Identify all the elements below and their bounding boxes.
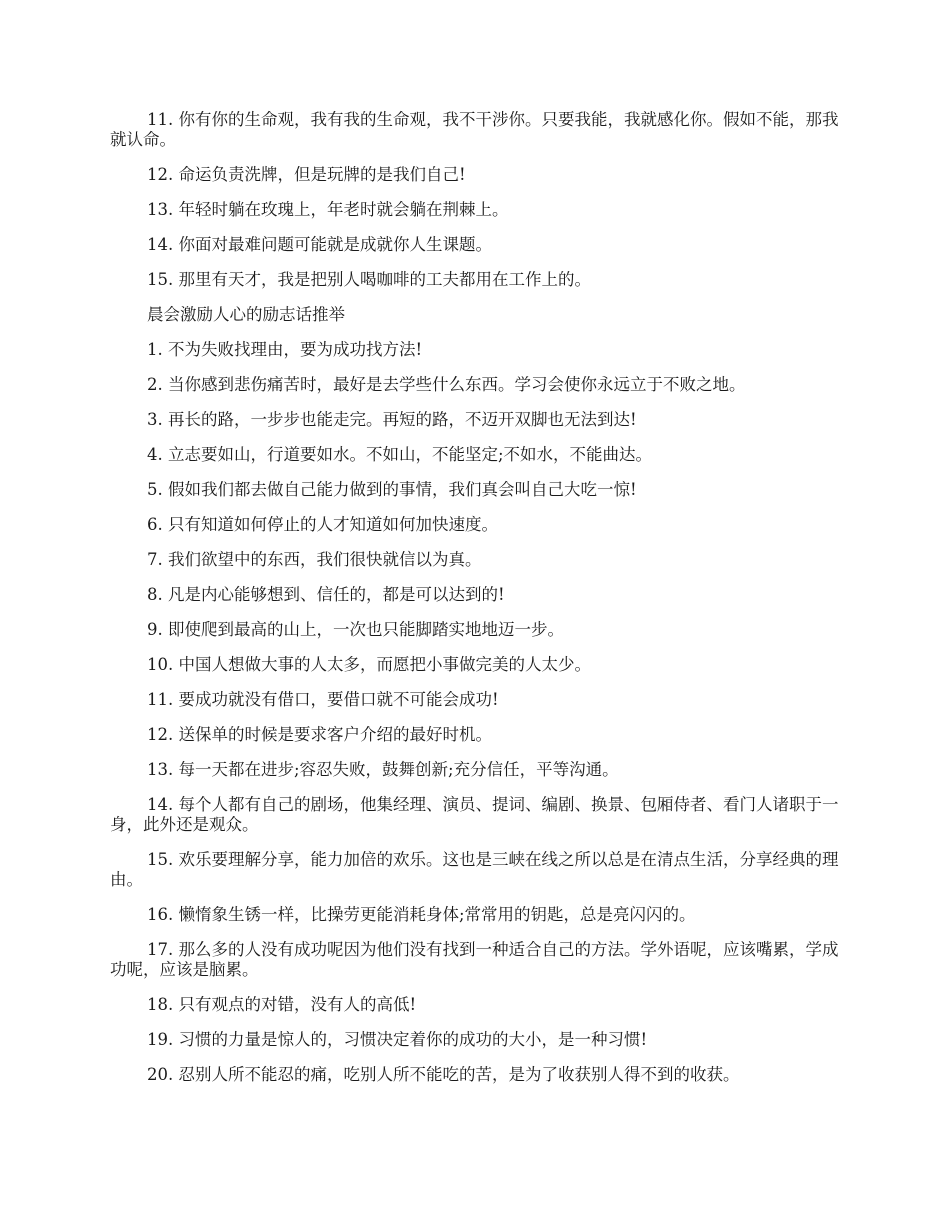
paragraph-item-13: 13. 每一天都在进步;容忍失败，鼓舞创新;充分信任，平等沟通。: [147, 760, 619, 779]
paragraph-item-15: 15. 欢乐要理解分享，能力加倍的欢乐。这也是三峡在线之所以总是在清点生活，分享经典的理由。: [110, 850, 839, 889]
paragraph-item-2: 2. 当你感到悲伤痛苦时，最好是去学些什么东西。学习会使你永远立于不败之地。: [147, 375, 746, 394]
paragraph-quote-11: 11. 你有你的生命观，我有我的生命观，我不干涉你。只要我能，我就感化你。假如不能，那我就认命。: [110, 110, 839, 149]
paragraph-item-19: 19. 习惯的力量是惊人的，习惯决定着你的成功的大小，是一种习惯!: [147, 1030, 648, 1049]
paragraph-item-20: 20. 忍别人所不能忍的痛，吃别人所不能吃的苦，是为了收获别人得不到的收获。: [147, 1065, 740, 1084]
paragraph-quote-13: 13. 年轻时躺在玫瑰上，年老时就会躺在荆棘上。: [147, 200, 509, 219]
paragraph-item-17: 17. 那么多的人没有成功呢因为他们没有找到一种适合自己的方法。学外语呢，应该嘴累，学成功呢，应该是脑累。: [110, 940, 839, 979]
paragraph-item-5: 5. 假如我们都去做自己能力做到的事情，我们真会叫自己大吃一惊!: [147, 480, 637, 499]
paragraph-item-7: 7. 我们欲望中的东西，我们很快就信以为真。: [147, 550, 482, 569]
paragraph-item-10: 10. 中国人想做大事的人太多，而愿把小事做完美的人太少。: [147, 655, 591, 674]
paragraph-item-4: 4. 立志要如山，行道要如水。不如山，不能坚定;不如水，不能曲达。: [147, 445, 653, 464]
paragraph-item-16: 16. 懒惰象生锈一样，比操劳更能消耗身体;常常用的钥匙，总是亮闪闪的。: [147, 905, 696, 924]
paragraph-quote-14: 14. 你面对最难问题可能就是成就你人生课题。: [147, 235, 492, 254]
paragraph-item-18: 18. 只有观点的对错，没有人的高低!: [147, 995, 417, 1014]
paragraph-item-8: 8. 凡是内心能够想到、信任的，都是可以达到的!: [147, 585, 505, 604]
paragraph-item-9: 9. 即使爬到最高的山上，一次也只能脚踏实地地迈一步。: [147, 620, 564, 639]
paragraph-item-6: 6. 只有知道如何停止的人才知道如何加快速度。: [147, 515, 498, 534]
paragraph-item-14: 14. 每个人都有自己的剧场，他集经理、演员、提词、编剧、换景、包厢侍者、看门人诸职于一身，此外还是观众。: [110, 795, 839, 834]
paragraph-quote-12: 12. 命运负责洗牌，但是玩牌的是我们自己!: [147, 165, 466, 184]
paragraph-item-1: 1. 不为失败找理由，要为成功找方法!: [147, 340, 423, 359]
paragraph-item-12: 12. 送保单的时候是要求客户介绍的最好时机。: [147, 725, 492, 744]
paragraph-quote-15: 15. 那里有天才，我是把别人喝咖啡的工夫都用在工作上的。: [147, 270, 591, 289]
section-heading: 晨会激励人心的励志话推举: [147, 305, 345, 324]
paragraph-item-11: 11. 要成功就没有借口，要借口就不可能会成功!: [147, 690, 499, 709]
paragraph-item-3: 3. 再长的路，一步步也能走完。再短的路，不迈开双脚也无法到达!: [147, 410, 637, 429]
